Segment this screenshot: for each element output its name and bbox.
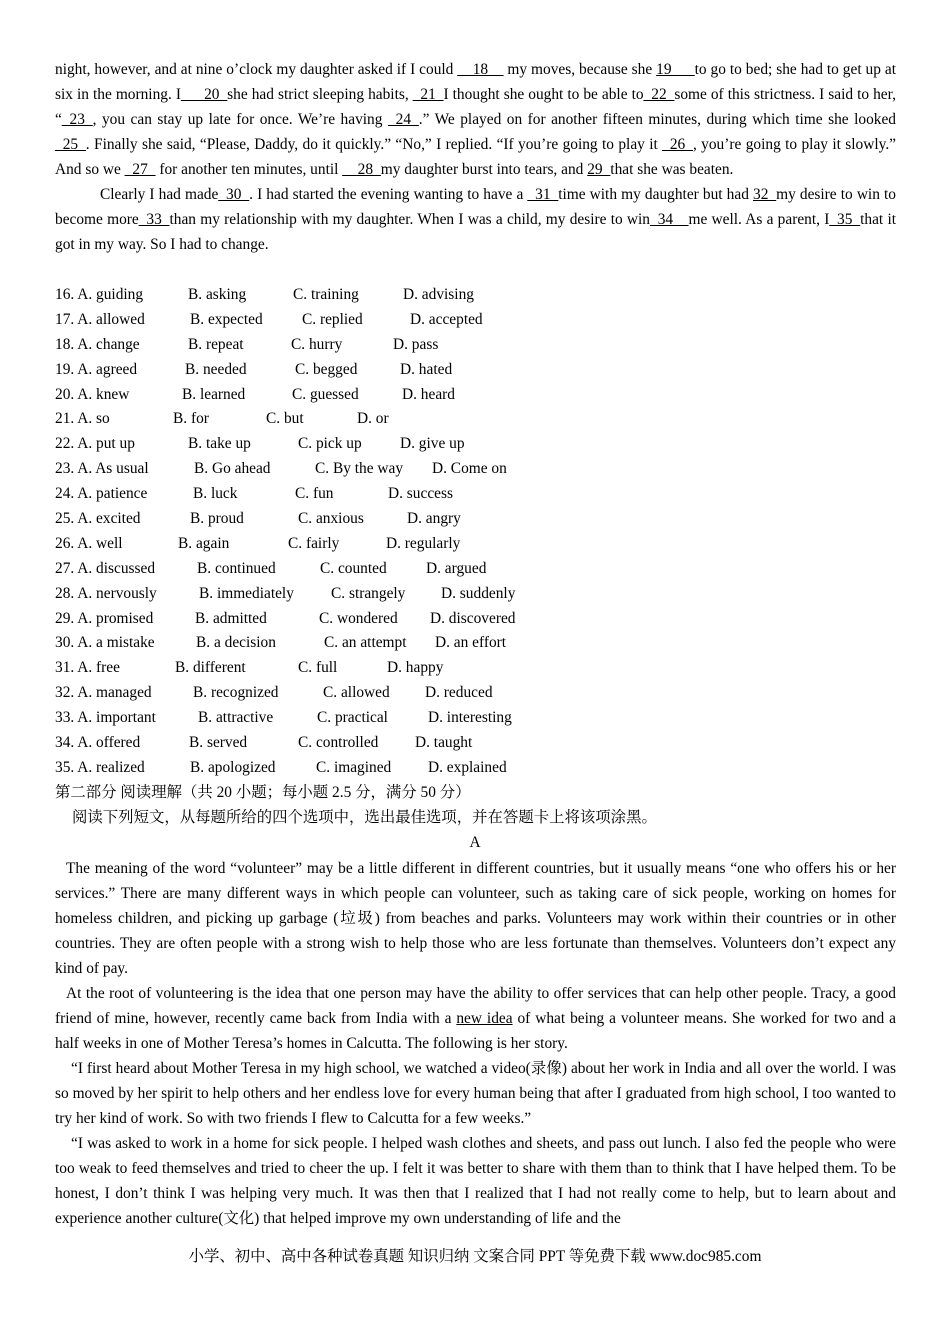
reading-paragraph-1 (55, 856, 896, 981)
option-choice: B. learned (182, 385, 246, 403)
option-choice: B. repeat (188, 335, 244, 353)
option-choice: 19. A. agreed (55, 360, 138, 378)
option-choice: 17. A. allowed (55, 310, 145, 328)
option-row (55, 308, 896, 333)
option-choice: B. take up (188, 435, 251, 453)
option-choice: 26. A. well (55, 534, 123, 552)
option-choice: B. continued (197, 559, 276, 577)
option-choice: B. recognized (193, 684, 279, 702)
option-choice: B. asking (188, 286, 247, 303)
blank-number: _35_ (829, 211, 861, 228)
reading-paragraph-4 (55, 1131, 896, 1231)
option-row (55, 333, 896, 358)
option-choice: C. begged (295, 360, 358, 378)
option-choice: 21. A. so (55, 410, 110, 428)
blank-number: _24_ (387, 111, 419, 128)
passage-text: time with my daughter but had (558, 186, 753, 203)
option-choice: 22. A. put up (55, 435, 135, 453)
option-choice: B. for (173, 410, 209, 428)
option-choice: C. fun (295, 485, 334, 503)
cloze-passage (55, 57, 896, 257)
option-choice: D. reduced (425, 684, 493, 702)
option-choice: D. or (357, 410, 389, 428)
blank-number: _34__ (650, 211, 689, 228)
option-choice: B. proud (190, 510, 244, 528)
option-row (55, 731, 896, 756)
option-choice: D. success (388, 485, 453, 503)
passage-text: . I had started the evening wanting to have a (249, 186, 528, 203)
option-choice: D. pass (393, 335, 439, 353)
option-row (55, 557, 896, 582)
passage-text: than my relationship with my daughter. When I was a child, my desire to win (169, 211, 650, 228)
option-choice: D. argued (426, 559, 487, 577)
passage-text: of what being a volunteer means. She worked for two and a half weeks in one of Mother Teresa’s homes in Calcutta. The following is her story. (55, 1010, 896, 1052)
passage-text: my daughter burst into tears, and (380, 161, 588, 178)
reading-passage-a (55, 856, 896, 1231)
option-choice: 23. A. As usual (55, 460, 149, 478)
option-choice: C. wondered (319, 609, 398, 627)
option-choice: 35. A. realized (55, 758, 145, 776)
passage-text: night, however, and at nine o’clock my daughter asked if I could (55, 61, 458, 78)
passage-text: I thought she ought to be able to (443, 86, 644, 103)
blank-number: __28_ (342, 161, 381, 178)
option-choice: D. heard (402, 385, 455, 403)
option-choice: 27. A. discussed (55, 559, 156, 577)
option-choice: D. Come on (432, 460, 507, 478)
cloze-paragraph-1 (55, 57, 896, 182)
option-choice: D. angry (407, 510, 461, 528)
blank-number: _22_ (643, 86, 675, 103)
option-choice: 25. A. excited (55, 510, 141, 528)
passage-text: “I was asked to work in a home for sick people. I helped wash clothes and sheets, and pass out lunch. I also fed the people who were too weak to feed themselves and tried to cheer the up. I felt it was better to share with them than to think that I have helped them. To be honest, I don’t think I was helping very much. It was then that I realized that I had not really come to help, but to learn about and experience another culture(文化) that helped improve my own understanding of life and the (55, 1135, 896, 1227)
blank-number: _26_ (662, 136, 693, 153)
blank-number: 19___ (656, 61, 695, 78)
option-choice: D. taught (415, 734, 473, 752)
blank-number: 29_ (587, 161, 611, 178)
blank-number: _25_ (55, 136, 86, 153)
passage-text: At the root of volunteering is the idea that one person may have the ability to offer services that can help other people. Tracy, a good friend of mine, however, recently came back from India with a (55, 985, 896, 1027)
option-choice: B. admitted (195, 609, 267, 627)
passage-text: me well. As a parent, I (688, 211, 830, 228)
cloze-options (55, 283, 896, 781)
option-choice: 34. A. offered (55, 734, 141, 752)
option-row (55, 383, 896, 408)
option-choice: D. hated (400, 360, 453, 378)
option-choice: C. an attempt (324, 634, 407, 652)
option-choice: B. expected (190, 310, 263, 328)
option-choice: C. strangely (331, 584, 406, 602)
passage-text: The meaning of the word “volunteer” may be a little different in different countries, but it usually means “one who offers his or her services.” There are many different ways in which people can volunteer, such as taking care of sick people, working on homes for homeless children, and picking up garbage (垃圾) from beaches and parks. Volunteers may work within their countries or in other countries. They are often people with a strong wish to help those who are less fortunate than themselves. Volunteers don’t expect any kind of pay. (55, 860, 896, 977)
option-choice: C. By the way (315, 460, 404, 478)
blank-number: _27_ (124, 161, 156, 178)
passage-text: for another ten minutes, until (155, 161, 343, 178)
option-choice: B. immediately (199, 584, 294, 602)
option-row (55, 582, 896, 607)
option-choice: C. anxious (298, 510, 364, 528)
option-choice: B. luck (193, 485, 238, 503)
passage-text: to go to bed; she had to get up at six in the morning. I (55, 61, 896, 103)
passage-text: that it got in my way. So I had to change. (55, 211, 896, 253)
option-choice: 32. A. managed (55, 684, 152, 702)
option-choice: D. give up (400, 435, 465, 453)
passage-text: my moves, because she (503, 61, 657, 78)
option-row (55, 631, 896, 656)
blank-number: ___20_ (180, 86, 228, 103)
option-choice: C. fairly (288, 534, 340, 552)
option-choice: C. controlled (298, 734, 379, 752)
reading-paragraph-2 (55, 981, 896, 1056)
option-choice: C. replied (302, 310, 363, 328)
option-choice: D. explained (428, 758, 507, 776)
cloze-paragraph-2 (55, 182, 896, 257)
option-choice: B. a decision (196, 634, 276, 652)
option-choice: B. needed (185, 360, 247, 378)
option-row (55, 656, 896, 681)
option-row (55, 706, 896, 731)
option-row (55, 407, 896, 432)
option-choice: 18. A. change (55, 335, 140, 353)
option-row (55, 432, 896, 457)
option-choice: B. Go ahead (194, 460, 271, 478)
option-choice: D. advising (403, 286, 474, 303)
section-instruction: 阅读下列短文，从每题所给的四个选项中，选出最佳选项，并在答题卡上将该项涂黑。 (72, 809, 657, 826)
passage-text: Clearly I had made (100, 186, 219, 203)
option-choice: C. full (298, 659, 338, 677)
option-choice: 30. A. a mistake (55, 634, 155, 652)
passage-text: , you’re going to play it slowly.” And so we (55, 136, 897, 178)
option-choice: C. practical (317, 709, 388, 727)
option-choice: D. regularly (386, 534, 461, 552)
page-footer: 小学、初中、高中各种试卷真题 知识归纳 文案合同 PPT 等免费下载 www.doc985.com (188, 1248, 762, 1265)
option-choice: 29. A. promised (55, 609, 154, 627)
option-choice: 20. A. knew (55, 385, 130, 403)
passage-text: she had strict sleeping habits, (227, 86, 413, 103)
option-choice: B. again (178, 534, 230, 552)
option-choice: D. suddenly (441, 584, 516, 602)
option-choice: D. accepted (410, 310, 483, 328)
passage-text: that she was beaten. (610, 161, 734, 178)
option-choice: B. served (189, 734, 248, 752)
section-heading: 第二部分 阅读理解（共 20 小题；每小题 2.5 分，满分 50 分） (55, 784, 471, 801)
blank-number: _21_ (412, 86, 444, 103)
option-choice: B. different (175, 659, 246, 677)
option-choice: B. attractive (198, 709, 274, 727)
passage-text: my desire to win to become more (55, 186, 896, 228)
option-choice: 33. A. important (55, 709, 156, 727)
option-row (55, 607, 896, 632)
option-row (55, 507, 896, 532)
blank-number: new idea (456, 1010, 513, 1027)
option-row (55, 756, 896, 781)
blank-number: __18__ (457, 61, 504, 78)
passage-text: some of this strictness. I said to her, “ (55, 86, 896, 128)
option-choice: 24. A. patience (55, 485, 148, 503)
option-row (55, 358, 896, 383)
option-choice: 16. A. guiding (55, 286, 144, 303)
option-row (55, 482, 896, 507)
blank-number: _31_ (527, 186, 559, 203)
option-choice: C. counted (320, 559, 387, 577)
option-choice: C. but (266, 410, 304, 428)
option-row (55, 283, 896, 308)
passage-text: .” We played on for another fifteen minutes, during which time she looked (418, 111, 896, 128)
option-choice: C. imagined (316, 758, 392, 776)
passage-text: , you can stay up late for once. We’re having (92, 111, 388, 128)
passage-text: “I first heard about Mother Teresa in my high school, we watched a video(录像) about her work in India and all over the world. I was so moved by her spirit to help others and her endless love for every human being that after I graduated from high school, I too wanted to try her kind of work. So with two friends I flew to Calcutta for a few weeks.” (55, 1060, 896, 1127)
option-choice: 31. A. free (55, 659, 120, 677)
option-row (55, 457, 896, 482)
blank-number: _30_ (218, 186, 250, 203)
option-choice: C. allowed (323, 684, 390, 702)
passage-title: A (469, 834, 481, 851)
reading-paragraph-3 (55, 1056, 896, 1131)
blank-number: _33_ (138, 211, 170, 228)
blank-number: 32_ (753, 186, 777, 203)
option-choice: 28. A. nervously (55, 584, 157, 602)
option-choice: D. interesting (428, 709, 512, 727)
option-choice: D. discovered (430, 609, 516, 627)
option-choice: D. an effort (435, 634, 507, 652)
option-choice: B. apologized (190, 758, 276, 776)
option-row (55, 681, 896, 706)
blank-number: _23_ (61, 111, 93, 128)
option-choice: C. guessed (292, 385, 359, 403)
option-choice: C. training (293, 286, 359, 303)
passage-text: . Finally she said, “Please, Daddy, do it quickly.” “No,” I replied. “If you’re going to play it (85, 136, 663, 153)
option-choice: D. happy (387, 659, 444, 677)
option-choice: C. hurry (291, 335, 343, 353)
option-choice: C. pick up (298, 435, 362, 453)
option-row (55, 532, 896, 557)
